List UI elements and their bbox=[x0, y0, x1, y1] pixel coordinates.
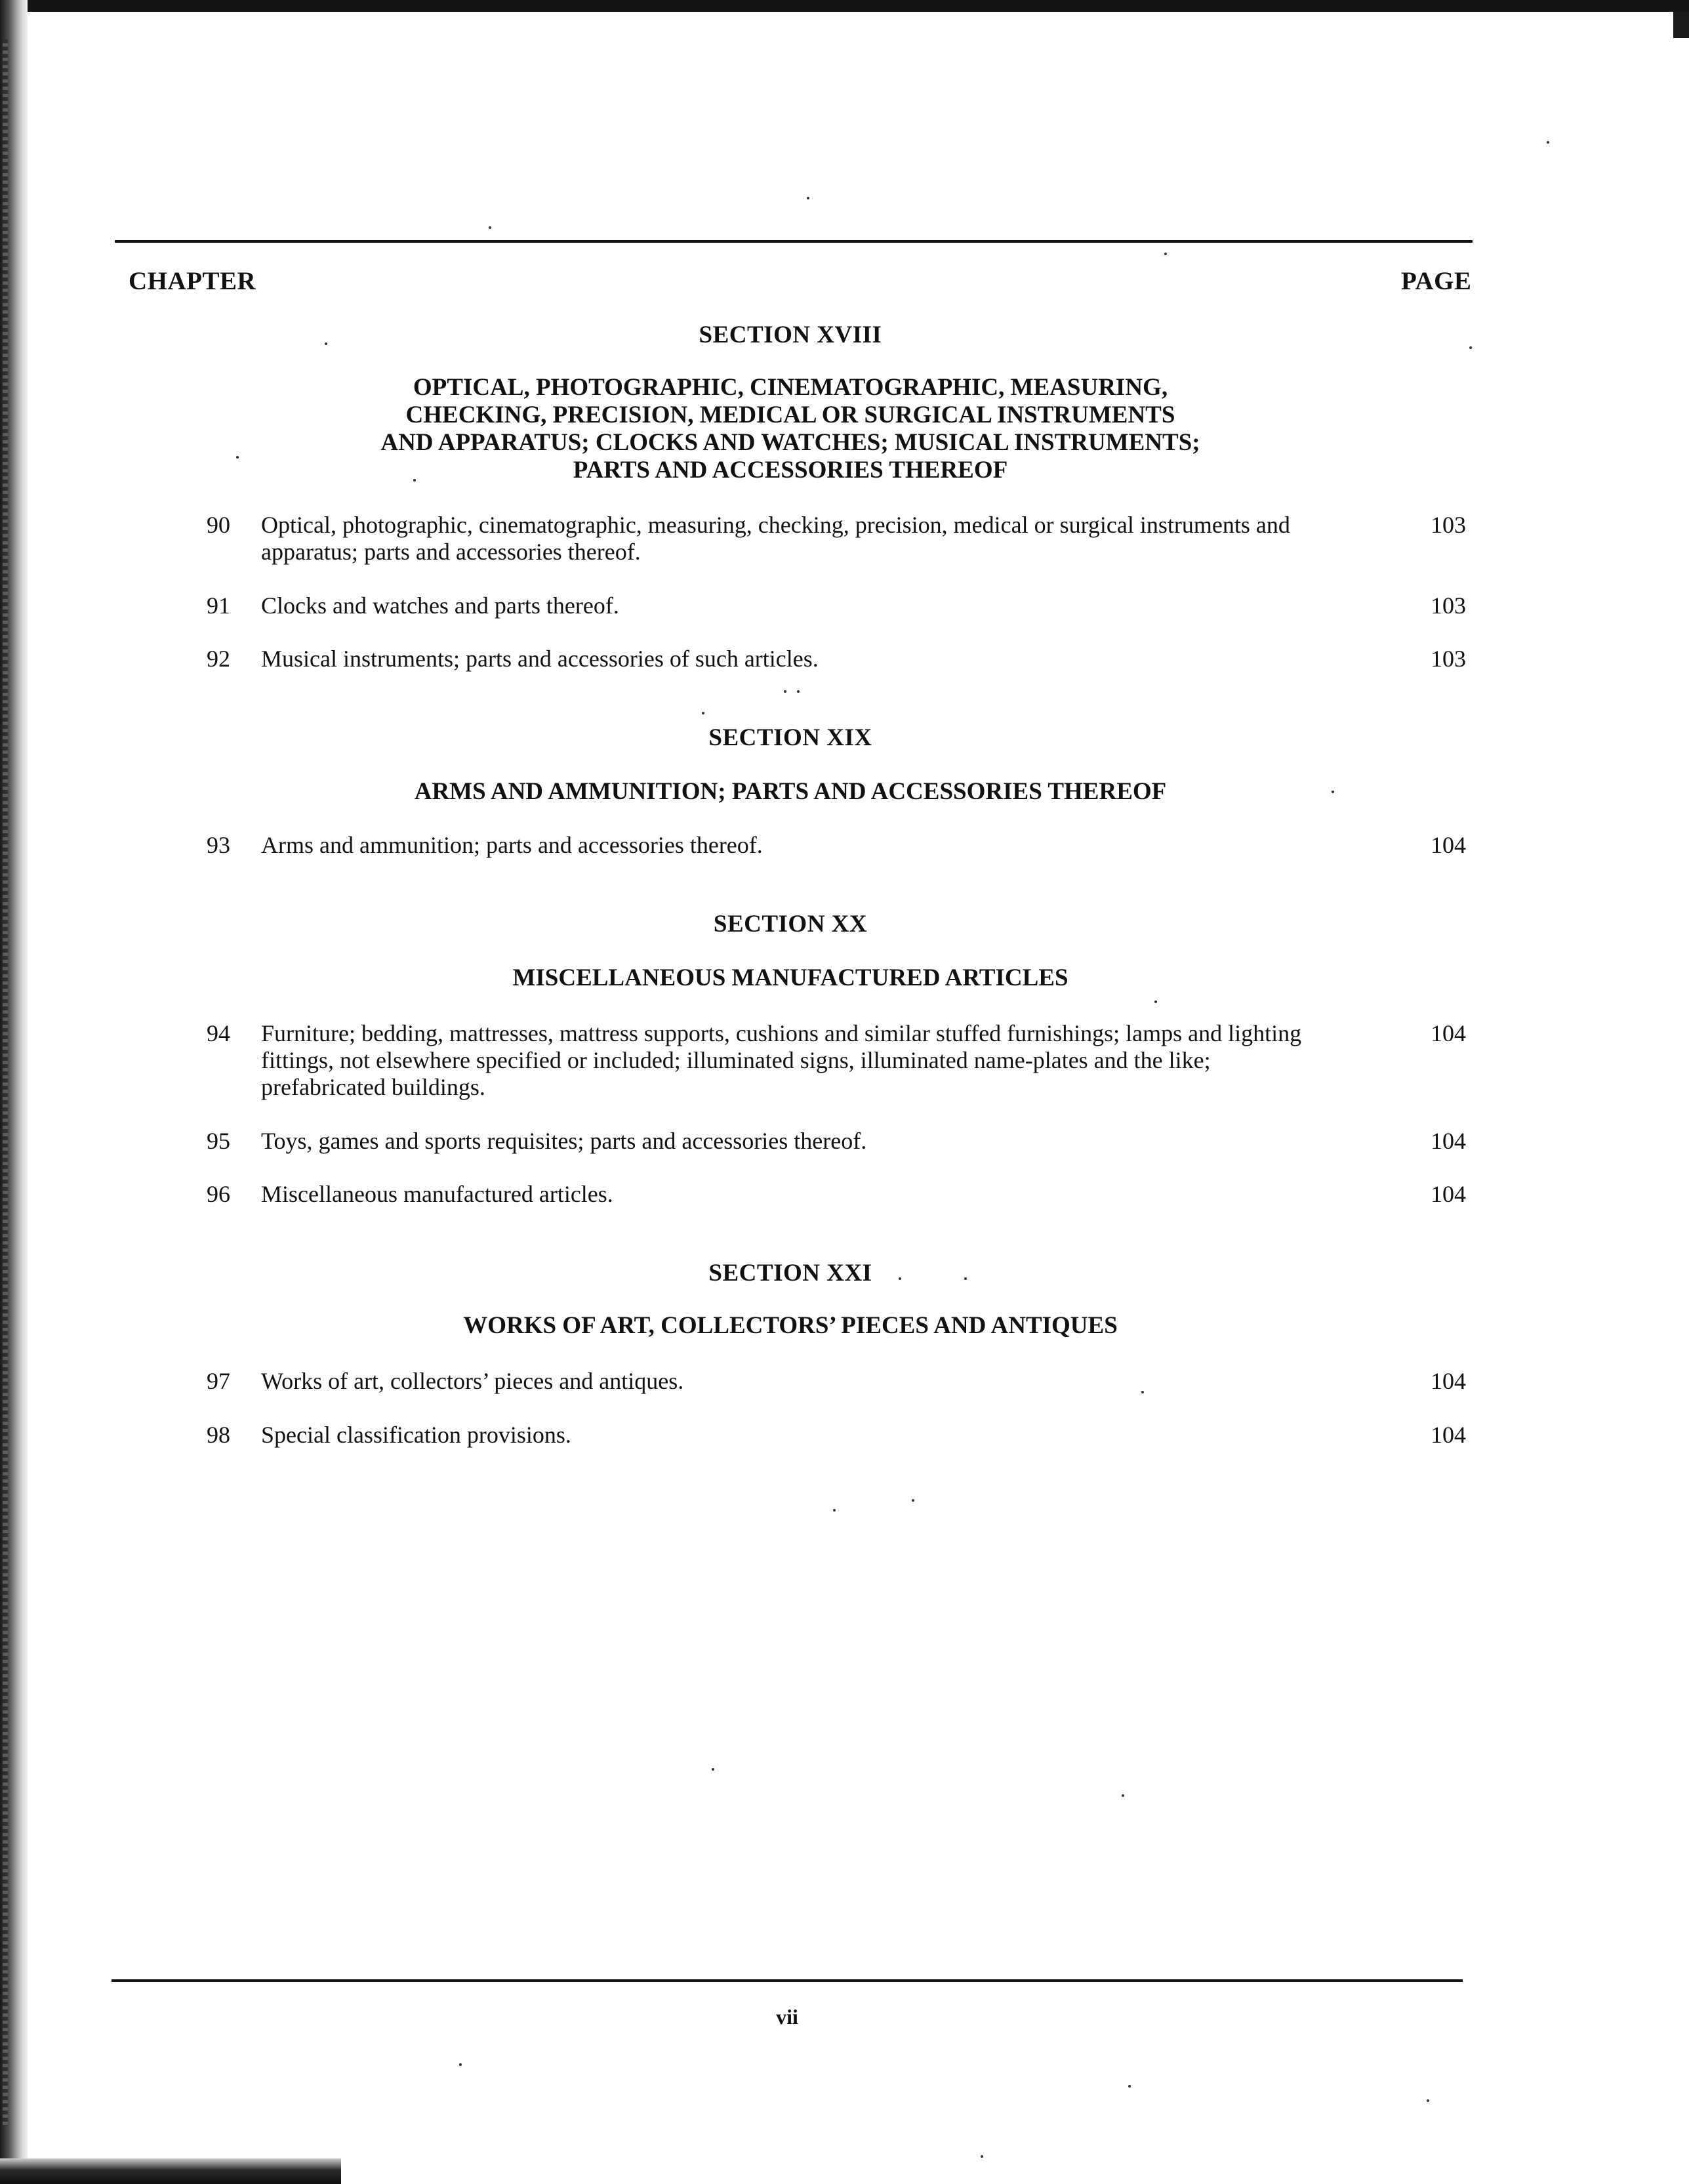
scan-border-bottom bbox=[0, 2158, 341, 2184]
scan-speck bbox=[1547, 141, 1549, 144]
description-line: Musical instruments; parts and accessories of such articles. bbox=[261, 646, 819, 672]
chapter-number: 94 bbox=[207, 1020, 230, 1046]
description-line: Special classification provisions. bbox=[261, 1422, 571, 1448]
section-title-line: CHECKING, PRECISION, MEDICAL OR SURGICAL INSTRUMENTS bbox=[405, 402, 1175, 428]
section-title-line: WORKS OF ART, COLLECTORS’ PIECES AND ANTIQUES bbox=[463, 1312, 1118, 1339]
description-line: fittings, not elsewhere specified or included; illuminated signs, illuminated name-plates and the like; bbox=[261, 1047, 1211, 1073]
section-heading: SECTION XIX bbox=[708, 724, 872, 751]
scan-speck bbox=[797, 690, 800, 693]
page-column-label: PAGE bbox=[1401, 267, 1472, 295]
top-rule bbox=[115, 240, 1473, 243]
chapter-column-label: CHAPTER bbox=[129, 267, 256, 295]
chapter-description bbox=[261, 512, 1389, 566]
page-number: 103 bbox=[1431, 512, 1466, 538]
description-line: prefabricated buildings. bbox=[261, 1074, 485, 1100]
scan-speck bbox=[807, 197, 809, 199]
page-number: 104 bbox=[1431, 1181, 1466, 1207]
scan-speck bbox=[1164, 253, 1167, 255]
chapter-number: 93 bbox=[207, 832, 230, 858]
chapter-description bbox=[261, 592, 1389, 619]
chapter-number: 98 bbox=[207, 1422, 230, 1448]
chapter-description bbox=[261, 1020, 1389, 1101]
chapter-number: 95 bbox=[207, 1128, 230, 1154]
section-heading: SECTION XX bbox=[713, 911, 868, 937]
page-number: 104 bbox=[1431, 1422, 1466, 1448]
page-folio: vii bbox=[776, 2005, 798, 2029]
section-heading: SECTION XVIII bbox=[699, 321, 882, 348]
scan-binding-strip bbox=[3, 39, 8, 2126]
bottom-rule bbox=[112, 1979, 1463, 1982]
scan-speck bbox=[1332, 791, 1334, 793]
chapter-number: 96 bbox=[207, 1181, 230, 1207]
section-title-line: AND APPARATUS; CLOCKS AND WATCHES; MUSICAL INSTRUMENTS; bbox=[380, 429, 1200, 456]
description-line: Clocks and watches and parts thereof. bbox=[261, 592, 619, 619]
section-title bbox=[197, 374, 1384, 484]
scan-speck bbox=[712, 1768, 714, 1771]
description-line: Toys, games and sports requisites; parts and accessories thereof. bbox=[261, 1128, 867, 1154]
page-number: 104 bbox=[1431, 1368, 1466, 1394]
page-number: 103 bbox=[1431, 646, 1466, 672]
scan-speck bbox=[702, 712, 704, 714]
scan-speck bbox=[981, 2155, 983, 2158]
section-title-line: OPTICAL, PHOTOGRAPHIC, CINEMATOGRAPHIC, MEASURING, bbox=[413, 374, 1168, 401]
scan-speck bbox=[1128, 2085, 1131, 2088]
description-line: Arms and ammunition; parts and accessories thereof. bbox=[261, 832, 763, 858]
scan-speck bbox=[912, 1499, 914, 1502]
description-line: Furniture; bedding, mattresses, mattress supports, cushions and similar stuffed furnishings; lamps and lighting bbox=[261, 1020, 1302, 1046]
scan-corner bbox=[1673, 12, 1689, 38]
section-title bbox=[197, 964, 1384, 992]
scan-speck bbox=[964, 1277, 967, 1280]
scan-speck bbox=[1141, 1391, 1144, 1393]
scan-speck bbox=[833, 1509, 836, 1512]
scan-speck bbox=[236, 456, 239, 459]
scan-speck bbox=[784, 690, 786, 693]
scan-speck bbox=[1154, 1000, 1157, 1003]
chapter-description bbox=[261, 1128, 1389, 1155]
chapter-description bbox=[261, 1368, 1389, 1395]
chapter-number: 97 bbox=[207, 1368, 230, 1394]
page-number: 104 bbox=[1431, 832, 1466, 858]
description-line: Works of art, collectors’ pieces and antiques. bbox=[261, 1368, 684, 1394]
chapter-number: 92 bbox=[207, 646, 230, 672]
section-title-line: PARTS AND ACCESSORIES THEREOF bbox=[573, 457, 1008, 484]
chapter-description bbox=[261, 1181, 1389, 1208]
scan-speck bbox=[1122, 1794, 1124, 1797]
scan-speck bbox=[899, 1277, 901, 1280]
scan-speck bbox=[1427, 2099, 1429, 2102]
page-number: 103 bbox=[1431, 592, 1466, 619]
section-title-line: MISCELLANEOUS MANUFACTURED ARTICLES bbox=[512, 964, 1068, 991]
section-title bbox=[197, 1312, 1384, 1340]
chapter-description bbox=[261, 832, 1389, 859]
chapter-description bbox=[261, 1422, 1389, 1449]
page-number: 104 bbox=[1431, 1020, 1466, 1046]
scan-speck bbox=[489, 226, 491, 229]
section-title bbox=[197, 778, 1384, 806]
page-number: 104 bbox=[1431, 1128, 1466, 1154]
scan-speck bbox=[325, 342, 327, 345]
scan-speck bbox=[1469, 346, 1472, 349]
description-line: Miscellaneous manufactured articles. bbox=[261, 1181, 613, 1207]
description-line: apparatus; parts and accessories thereof. bbox=[261, 539, 641, 565]
scan-border-top bbox=[0, 0, 1689, 12]
section-title-line: ARMS AND AMMUNITION; PARTS AND ACCESSORIES THEREOF bbox=[414, 778, 1167, 805]
section-heading: SECTION XXI bbox=[708, 1260, 872, 1287]
description-line: Optical, photographic, cinematographic, measuring, checking, precision, medical or surgical instruments and bbox=[261, 512, 1290, 538]
scan-speck bbox=[413, 479, 416, 482]
chapter-number: 91 bbox=[207, 592, 230, 619]
chapter-description bbox=[261, 646, 1389, 672]
scan-speck bbox=[459, 2063, 462, 2066]
chapter-number: 90 bbox=[207, 512, 230, 538]
